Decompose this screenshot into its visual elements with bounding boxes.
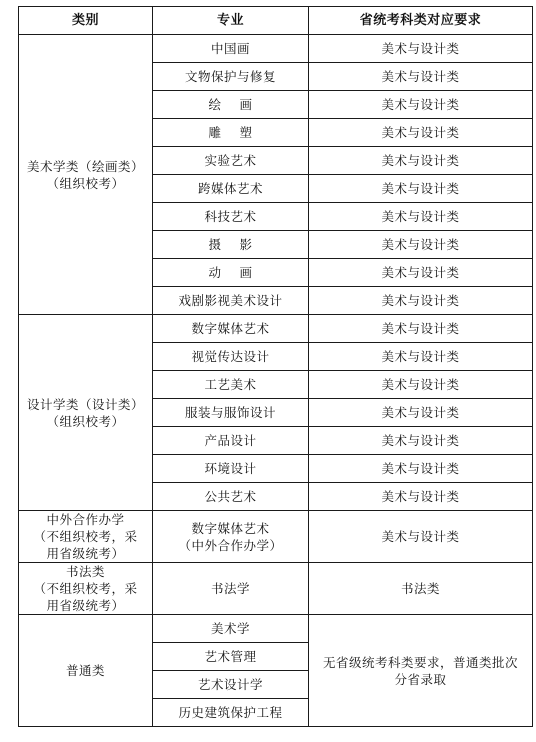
requirement-cell: 美术与设计类 <box>309 427 533 455</box>
requirement-cell: 美术与设计类 <box>309 175 533 203</box>
major-cell: 摄 影 <box>153 231 309 259</box>
category-cell-general: 普通类 <box>19 615 153 727</box>
major-cell: 中国画 <box>153 35 309 63</box>
major-cell: 服装与服饰设计 <box>153 399 309 427</box>
category-cell-calligraphy: 书法类 （不组织校考，采 用省级统考） <box>19 563 153 615</box>
requirement-cell: 美术与设计类 <box>309 511 533 563</box>
major-cell: 美术学 <box>153 615 309 643</box>
requirement-cell: 美术与设计类 <box>309 315 533 343</box>
table-row <box>19 563 533 615</box>
major-cell: 数字媒体艺术 <box>153 315 309 343</box>
requirement-cell: 美术与设计类 <box>309 231 533 259</box>
table-row <box>19 35 533 63</box>
requirement-cell: 美术与设计类 <box>309 371 533 399</box>
table-header-row <box>19 7 533 35</box>
category-cell-design: 设计学类（设计类） （组织校考） <box>19 315 153 511</box>
category-cell-joint-program: 中外合作办学 （不组织校考，采 用省级统考） <box>19 511 153 563</box>
major-requirements-table <box>18 6 533 727</box>
requirement-cell: 美术与设计类 <box>309 35 533 63</box>
major-cell: 工艺美术 <box>153 371 309 399</box>
major-cell: 视觉传达设计 <box>153 343 309 371</box>
requirement-cell: 美术与设计类 <box>309 483 533 511</box>
requirement-cell: 美术与设计类 <box>309 287 533 315</box>
requirement-cell: 美术与设计类 <box>309 455 533 483</box>
category-cell-fine-arts: 美术学类（绘画类） （组织校考） <box>19 35 153 315</box>
major-cell: 环境设计 <box>153 455 309 483</box>
major-cell: 艺术设计学 <box>153 671 309 699</box>
requirement-cell: 美术与设计类 <box>309 91 533 119</box>
requirement-cell: 美术与设计类 <box>309 147 533 175</box>
header-major: 专业 <box>153 7 309 35</box>
major-cell: 书法学 <box>153 563 309 615</box>
requirement-cell: 美术与设计类 <box>309 399 533 427</box>
requirement-cell: 书法类 <box>309 563 533 615</box>
major-cell: 戏剧影视美术设计 <box>153 287 309 315</box>
requirement-cell: 美术与设计类 <box>309 343 533 371</box>
major-cell: 产品设计 <box>153 427 309 455</box>
major-cell: 历史建筑保护工程 <box>153 699 309 727</box>
major-cell: 文物保护与修复 <box>153 63 309 91</box>
major-cell: 艺术管理 <box>153 643 309 671</box>
table-row <box>19 615 533 643</box>
table-row <box>19 511 533 563</box>
requirement-cell: 美术与设计类 <box>309 259 533 287</box>
requirement-cell: 美术与设计类 <box>309 63 533 91</box>
header-requirement: 省统考科类对应要求 <box>309 7 533 35</box>
requirement-cell-general: 无省级统考科类要求，普通类批次 分省录取 <box>309 615 533 727</box>
major-cell: 科技艺术 <box>153 203 309 231</box>
requirement-cell: 美术与设计类 <box>309 203 533 231</box>
major-cell: 雕 塑 <box>153 119 309 147</box>
table-row <box>19 315 533 343</box>
major-cell: 数字媒体艺术 （中外合作办学） <box>153 511 309 563</box>
major-cell: 绘 画 <box>153 91 309 119</box>
major-cell: 实验艺术 <box>153 147 309 175</box>
requirement-cell: 美术与设计类 <box>309 119 533 147</box>
major-cell: 跨媒体艺术 <box>153 175 309 203</box>
header-category: 类别 <box>19 7 153 35</box>
major-cell: 公共艺术 <box>153 483 309 511</box>
major-cell: 动 画 <box>153 259 309 287</box>
